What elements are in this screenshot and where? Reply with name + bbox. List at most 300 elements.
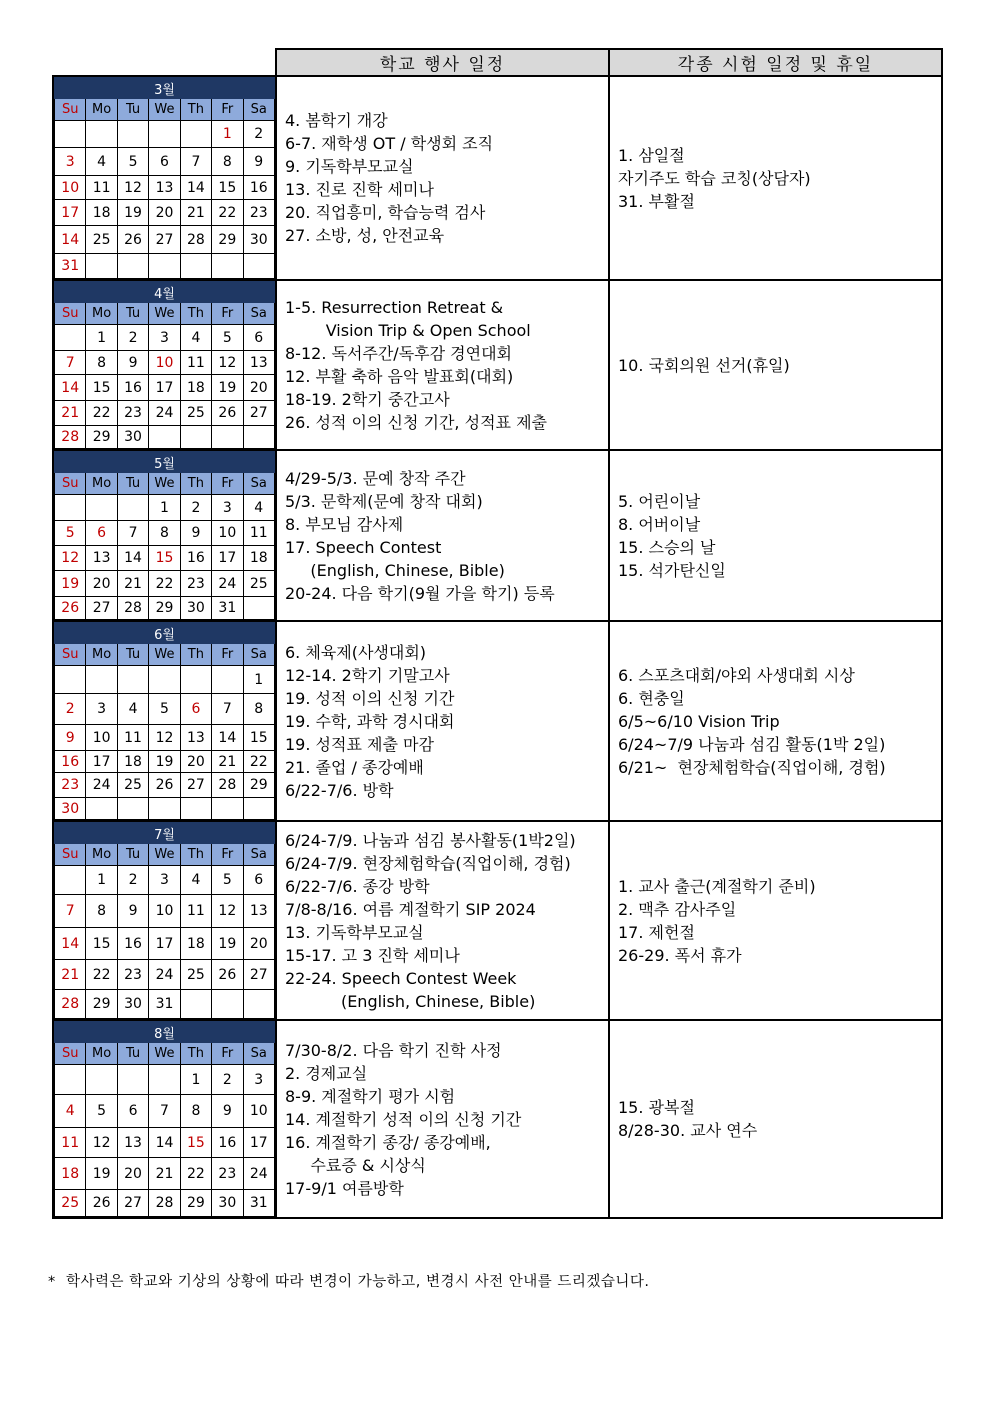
day-cell: 31 [243,1190,274,1217]
event-item: 6. 체육제(사생대회) [285,642,427,662]
day-cell: 15 [149,546,180,571]
day-cell [212,798,243,820]
day-cell: 18 [117,751,148,773]
day-cell: 13 [86,546,117,571]
day-cell: 28 [55,990,86,1019]
events-list [277,1037,608,1202]
day-cell: 23 [55,773,86,798]
day-cell: 15 [243,725,274,751]
month-calendar [54,281,275,449]
holidays-list [610,1094,941,1144]
month-row [53,1020,942,1218]
day-cell: 14 [55,928,86,960]
day-cell: 12 [86,1128,117,1158]
day-cell: 18 [180,928,211,960]
week-row [55,148,275,176]
weekday-row [55,99,275,121]
events-list [277,107,608,249]
day-cell: 1 [86,325,117,351]
event-item: 17-9/1 여름방학 [285,1178,404,1198]
weekday-label: Th [180,99,211,121]
weekday-label: Sa [243,644,274,666]
event-item: 13. 기독학부모교실 [285,922,424,942]
month-calendar [54,622,275,820]
holiday-item: 1. 교사 출근(계절학기 준비) [618,876,816,896]
event-item: 8-12. 독서주간/독후감 경연대회 [285,344,512,363]
day-cell: 9 [243,148,274,176]
day-cell: 10 [149,895,180,928]
day-cell: 22 [149,571,180,597]
weekday-label: Tu [117,99,148,121]
event-item: 14. 계절학기 성적 이의 신청 기간 [285,1109,522,1129]
day-cell: 5 [212,866,243,895]
holidays-list [610,488,941,584]
day-cell: 30 [212,1190,243,1217]
month-title-row [55,452,275,473]
day-cell: 12 [117,176,148,200]
day-cell: 21 [117,571,148,597]
weekday-label: Fr [212,1043,243,1065]
month-calendar-cell [53,621,276,821]
day-cell: 3 [86,694,117,725]
day-cell: 30 [180,597,211,620]
day-cell: 10 [243,1095,274,1128]
weekday-label: Tu [117,1043,148,1065]
day-cell: 24 [86,773,117,798]
day-cell: 16 [212,1128,243,1158]
week-row [55,928,275,960]
day-cell: 4 [180,866,211,895]
event-item: 8-9. 계절학기 평가 시험 [285,1086,456,1106]
weekday-label: Sa [243,1043,274,1065]
weekday-label: Mo [86,844,117,866]
month-row [53,450,942,621]
day-cell: 28 [55,426,86,449]
day-cell [117,798,148,820]
event-item: 6/22-7/6. 방학 [285,780,394,800]
week-row [55,990,275,1019]
day-cell: 5 [55,521,86,546]
weekday-row [55,644,275,666]
event-item: 7/30-8/2. 다음 학기 진학 사정 [285,1040,502,1060]
holidays-cell [609,621,942,821]
week-row [55,254,275,279]
day-cell: 14 [55,226,86,254]
day-cell: 3 [149,866,180,895]
day-cell: 22 [243,751,274,773]
event-item: 20-24. 다음 학기(9월 가을 학기) 등록 [285,583,555,603]
week-row [55,121,275,148]
event-item: 2. 경제교실 [285,1063,368,1083]
event-item: 9. 기독학부모교실 [285,157,414,176]
holiday-item: 17. 제헌절 [618,922,695,942]
day-cell: 19 [212,375,243,401]
holiday-item: 5. 어린이날 [618,491,701,511]
day-cell: 20 [149,200,180,226]
week-row [55,426,275,449]
month-title: 3월 [55,78,275,99]
day-cell: 7 [212,694,243,725]
month-calendar-cell [53,1020,276,1218]
event-item: 4. 봄학기 개강 [285,111,388,130]
day-cell: 25 [180,401,211,426]
event-item: 7/8-8/16. 여름 계절학기 SIP 2024 [285,899,536,919]
day-cell: 10 [86,725,117,751]
day-cell [149,426,180,449]
day-cell [243,597,274,620]
weekday-label: Th [180,303,211,325]
day-cell: 12 [149,725,180,751]
day-cell: 13 [149,176,180,200]
holiday-item: 6/5~6/10 Vision Trip [618,711,780,731]
week-row [55,1095,275,1128]
event-item: 6/24-7/9. 나눔과 섬김 봉사활동(1박2일) [285,830,576,850]
day-cell: 22 [180,1158,211,1190]
day-cell: 24 [243,1158,274,1190]
weekday-label: Th [180,644,211,666]
day-cell [117,254,148,279]
weekday-label: We [149,473,180,495]
events-cell [276,1020,609,1218]
month-calendar [54,822,275,1019]
event-item: 5/3. 문학제(문예 창작 대회) [285,491,483,511]
day-cell: 19 [55,571,86,597]
day-cell: 9 [117,351,148,375]
day-cell: 20 [180,751,211,773]
month-title-row [55,282,275,303]
day-cell: 29 [180,1190,211,1217]
day-cell: 12 [55,546,86,571]
events-cell [276,821,609,1020]
events-list [277,465,608,607]
day-cell: 27 [149,226,180,254]
day-cell: 7 [55,895,86,928]
month-title: 5월 [55,452,275,473]
events-cell [276,621,609,821]
day-cell: 28 [212,773,243,798]
event-item: 16. 계절학기 종강/ 종강예배, [285,1132,491,1152]
day-cell: 18 [180,375,211,401]
events-header: 학교 행사 일정 [276,49,609,76]
event-item: 수료증 & 시상식 [285,1155,426,1175]
weekday-label: Su [55,1043,86,1065]
day-cell: 3 [149,325,180,351]
month-row [53,821,942,1020]
day-cell: 10 [55,176,86,200]
month-calendar-cell [53,821,276,1020]
holidays-list [610,873,941,969]
calendar-layout-table [52,48,943,1219]
day-cell [117,121,148,148]
holidays-cell [609,280,942,450]
header-spacer [53,49,276,76]
events-list [277,827,608,1015]
events-cell [276,450,609,621]
day-cell [243,990,274,1019]
week-row [55,666,275,694]
month-title: 7월 [55,823,275,844]
event-item: 21. 졸업 / 종강예배 [285,757,424,777]
day-cell: 1 [180,1065,211,1095]
day-cell: 22 [212,200,243,226]
day-cell: 3 [55,148,86,176]
day-cell: 15 [86,928,117,960]
weekday-label: Fr [212,473,243,495]
day-cell: 7 [180,148,211,176]
holidays-cell [609,76,942,280]
weekday-label: Mo [86,644,117,666]
day-cell: 27 [180,773,211,798]
day-cell: 24 [149,401,180,426]
day-cell: 18 [55,1158,86,1190]
day-cell: 23 [212,1158,243,1190]
holiday-item: 8. 어버이날 [618,514,701,534]
week-row [55,200,275,226]
week-row [55,895,275,928]
month-calendar [54,77,275,279]
day-cell [117,666,148,694]
month-title: 6월 [55,623,275,644]
holidays-cell [609,1020,942,1218]
day-cell: 8 [149,521,180,546]
day-cell: 15 [86,375,117,401]
month-row [53,621,942,821]
event-item: 19. 수학, 과학 경시대회 [285,711,455,731]
day-cell: 13 [243,351,274,375]
event-item: 1-5. Resurrection Retreat & [285,298,504,317]
week-row [55,597,275,620]
weekday-label: Tu [117,303,148,325]
day-cell: 17 [243,1128,274,1158]
day-cell: 5 [86,1095,117,1128]
day-cell [149,254,180,279]
day-cell [55,325,86,351]
day-cell [86,1065,117,1095]
day-cell [149,798,180,820]
day-cell: 31 [55,254,86,279]
day-cell: 21 [180,200,211,226]
day-cell: 25 [180,960,211,990]
day-cell: 26 [212,960,243,990]
holidays-cell [609,450,942,621]
day-cell: 29 [149,597,180,620]
day-cell: 3 [212,495,243,521]
day-cell: 4 [86,148,117,176]
weekday-row [55,1043,275,1065]
day-cell: 19 [149,751,180,773]
day-cell: 10 [212,521,243,546]
week-row [55,725,275,751]
day-cell: 3 [243,1065,274,1095]
day-cell: 11 [243,521,274,546]
day-cell: 31 [212,597,243,620]
day-cell: 21 [212,751,243,773]
day-cell: 8 [180,1095,211,1128]
week-row [55,401,275,426]
day-cell: 14 [149,1128,180,1158]
holiday-item: 자기주도 학습 코칭(상담자) [618,168,811,188]
weekday-label: Tu [117,644,148,666]
day-cell: 28 [149,1190,180,1217]
day-cell: 8 [86,351,117,375]
day-cell: 1 [86,866,117,895]
day-cell [55,866,86,895]
day-cell: 26 [86,1190,117,1217]
day-cell: 16 [180,546,211,571]
day-cell [86,666,117,694]
weekday-label: Mo [86,99,117,121]
day-cell: 2 [55,694,86,725]
day-cell [180,121,211,148]
day-cell: 25 [86,226,117,254]
day-cell: 6 [243,325,274,351]
holiday-item: 10. 국회의원 선거(휴일) [618,355,790,375]
day-cell: 8 [212,148,243,176]
day-cell: 4 [117,694,148,725]
weekday-label: Fr [212,99,243,121]
week-row [55,694,275,725]
day-cell [243,426,274,449]
weekday-label: Fr [212,844,243,866]
day-cell: 19 [86,1158,117,1190]
week-row [55,1065,275,1095]
day-cell: 2 [243,121,274,148]
day-cell [86,254,117,279]
day-cell: 21 [55,401,86,426]
day-cell: 23 [243,200,274,226]
day-cell: 6 [149,148,180,176]
week-row [55,1158,275,1190]
week-row [55,546,275,571]
week-row [55,571,275,597]
week-row [55,521,275,546]
day-cell: 11 [55,1128,86,1158]
day-cell: 26 [149,773,180,798]
event-item: 19. 성적 이의 신청 기간 [285,688,455,708]
day-cell: 27 [243,960,274,990]
holiday-item: 26-29. 폭서 휴가 [618,945,742,965]
day-cell: 5 [212,325,243,351]
weekday-label: We [149,303,180,325]
day-cell: 16 [55,751,86,773]
day-cell: 21 [55,960,86,990]
holiday-item: 6/21~ 현장체험학습(직업이해, 경험) [618,757,886,777]
day-cell: 27 [243,401,274,426]
holidays-list [610,142,941,215]
events-cell [276,76,609,280]
events-list [277,294,608,436]
day-cell: 25 [117,773,148,798]
events-cell [276,280,609,450]
day-cell: 4 [243,495,274,521]
day-cell [180,254,211,279]
day-cell: 11 [86,176,117,200]
holidays-header: 각종 시험 일정 및 휴일 [609,49,942,76]
day-cell: 9 [117,895,148,928]
weekday-label: Fr [212,303,243,325]
day-cell: 24 [212,571,243,597]
day-cell: 21 [149,1158,180,1190]
day-cell: 30 [117,426,148,449]
weekday-row [55,844,275,866]
day-cell: 1 [149,495,180,521]
event-item: 19. 성적표 제출 마감 [285,734,434,754]
day-cell: 31 [149,990,180,1019]
event-item: 8. 부모님 감사제 [285,514,404,534]
holidays-list [610,662,941,781]
month-row [53,280,942,450]
day-cell: 11 [180,895,211,928]
week-row [55,1128,275,1158]
day-cell: 30 [55,798,86,820]
day-cell: 9 [212,1095,243,1128]
day-cell: 23 [180,571,211,597]
week-row [55,325,275,351]
event-item: 15-17. 고 3 진학 세미나 [285,945,460,965]
day-cell: 22 [86,401,117,426]
day-cell: 19 [212,928,243,960]
day-cell: 25 [243,571,274,597]
month-calendar-cell [53,280,276,450]
day-cell: 1 [212,121,243,148]
weekday-label: Sa [243,473,274,495]
day-cell: 7 [55,351,86,375]
week-row [55,1190,275,1217]
day-cell: 2 [180,495,211,521]
month-calendar-cell [53,450,276,621]
day-cell [180,990,211,1019]
day-cell: 10 [149,351,180,375]
header-row [53,49,942,76]
day-cell: 29 [243,773,274,798]
event-item: 6-7. 재학생 OT / 학생회 조직 [285,134,494,153]
day-cell: 6 [243,866,274,895]
event-item: 27. 소방, 성, 안전교육 [285,226,445,245]
weekday-label: Sa [243,303,274,325]
day-cell [86,495,117,521]
day-cell [243,254,274,279]
month-title-row [55,823,275,844]
day-cell: 16 [243,176,274,200]
day-cell: 6 [117,1095,148,1128]
footnote: * 학사력은 학교와 기상의 상황에 따라 변경이 가능하고, 변경시 사전 안내를 드리겠습니다. [48,1274,650,1290]
day-cell: 13 [117,1128,148,1158]
day-cell [55,495,86,521]
month-title: 8월 [55,1022,275,1043]
day-cell: 4 [180,325,211,351]
day-cell: 17 [212,546,243,571]
week-row [55,226,275,254]
day-cell: 13 [243,895,274,928]
weekday-row [55,303,275,325]
event-item: 17. Speech Contest [285,537,442,557]
day-cell [86,121,117,148]
week-row [55,176,275,200]
event-item: 20. 직업흥미, 학습능력 검사 [285,203,486,222]
day-cell: 25 [55,1190,86,1217]
day-cell: 30 [117,990,148,1019]
event-item: 6/22-7/6. 종강 방학 [285,876,430,896]
event-item: 12-14. 2학기 기말고사 [285,665,450,685]
week-row [55,495,275,521]
day-cell [149,1065,180,1095]
day-cell: 29 [86,426,117,449]
month-calendar [54,451,275,620]
event-item: 22-24. Speech Contest Week [285,968,517,988]
weekday-label: Su [55,473,86,495]
day-cell: 14 [55,375,86,401]
day-cell: 7 [149,1095,180,1128]
